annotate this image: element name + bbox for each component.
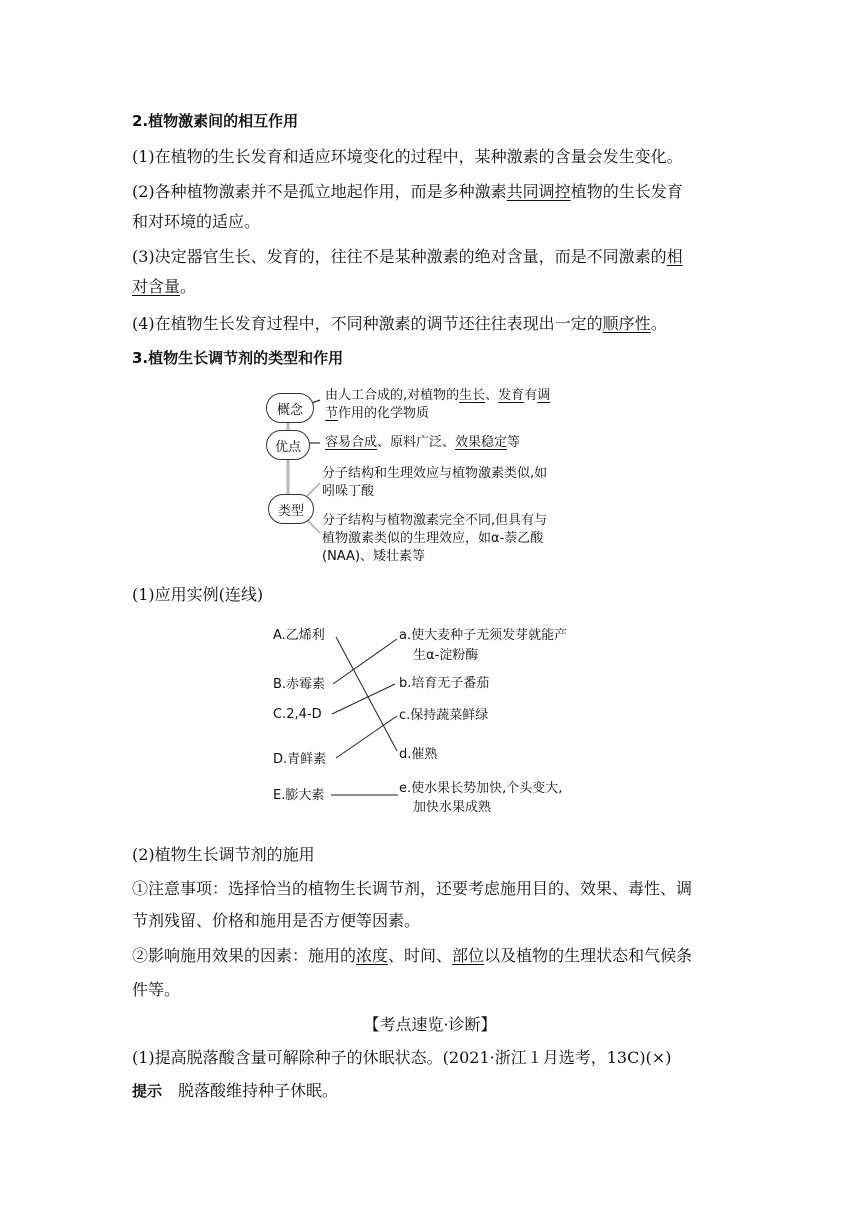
right-item-e-line-2: 加快水果成熟 — [413, 800, 492, 815]
key-term-easy-synthesis: 容易合成 — [325, 435, 378, 450]
application-heading: (1)应用实例(连线) — [132, 585, 264, 604]
key-term-stable-effect: 效果稳定 — [455, 435, 508, 450]
usage-heading: (2)植物生长调节剂的施用 — [132, 845, 315, 864]
right-item-a-line-2: 生α-淀粉酶 — [413, 648, 479, 663]
right-item-d: d.催熟 — [399, 747, 438, 762]
text: (3)决定器官生长、发育的，往往不是某种激素的绝对含量，而是不同激素的 — [132, 247, 667, 266]
usage-note-1-line-2: 节剂残留、价格和施用是否方便等因素。 — [132, 911, 421, 930]
section-2-heading: 2.植物激素间的相互作用 — [132, 112, 299, 130]
text: 、 — [485, 388, 499, 403]
key-term-regulate: 调 — [537, 388, 551, 403]
advantage-label-pill: 优点 — [266, 430, 310, 460]
key-term-concentration: 浓度 — [356, 946, 389, 965]
text: 。 — [180, 277, 197, 296]
right-item-c: c.保持蔬菜鲜绿 — [399, 708, 489, 723]
key-term-coregulation: 共同调控 — [506, 182, 571, 201]
right-item-e-line-1: e.使水果长势加快,个头变大, — [399, 781, 563, 796]
key-term-growth: 生长 — [459, 388, 486, 403]
text: 有 — [524, 388, 538, 403]
text: 植物的生长发育 — [570, 182, 683, 201]
text: (2)各种植物激素并不是孤立地起作用，而是多种激素 — [132, 182, 507, 201]
text: 由人工合成的,对植物的 — [325, 388, 460, 403]
link-B-a — [333, 639, 397, 684]
hint-line — [132, 1081, 338, 1101]
section-3-heading: 3.植物生长调节剂的类型和作用 — [132, 349, 344, 367]
usage-note-2-line-1 — [132, 946, 692, 966]
type-1-line-2: 吲哚丁酸 — [322, 484, 375, 499]
key-term-development: 发育 — [498, 388, 525, 403]
type-2-line-3: (NAA)、矮壮素等 — [322, 549, 426, 564]
key-term-relative: 相 — [666, 247, 683, 266]
left-item-C: C.2,4-D — [273, 707, 322, 722]
paragraph-1: (1)在植物的生长发育和适应环境变化的过程中，某种激素的含量会发生变化。 — [132, 147, 683, 166]
text: 。 — [650, 314, 667, 333]
text: (4)在植物生长发育过程中，不同种激素的调节还往往表现出一定的 — [132, 314, 603, 333]
text: 、原料广泛、 — [377, 435, 456, 450]
quick-review-question-1: (1)提高脱落酸含量可解除种子的休眠状态。(2021·浙江１月选考，13C)(×) — [132, 1048, 672, 1067]
left-item-D: D.青鲜素 — [273, 752, 327, 767]
text: 等 — [507, 435, 521, 450]
type-2-line-1: 分子结构与植物激素完全不同,但具有与 — [322, 513, 548, 528]
key-term-relative-content: 对含量 — [132, 277, 181, 296]
text: 作用的化学物质 — [338, 406, 430, 421]
quick-review-title: 【考点速览·诊断】 — [363, 1015, 497, 1034]
link-D-c — [336, 716, 397, 758]
link-A-d — [336, 637, 397, 751]
usage-note-1-line-1: ①注意事项：选择恰当的植物生长调节剂，还要考虑施用目的、效果、毒性、调 — [132, 879, 693, 898]
key-term-regulate-2: 节 — [325, 406, 339, 421]
text: ②影响施用效果的因素：施用的 — [132, 946, 357, 965]
text: 以及植物的生理状态和气候条 — [484, 946, 693, 965]
key-term-site: 部位 — [452, 946, 485, 965]
concept-label-pill: 概念 — [266, 393, 314, 423]
left-item-A: A.乙烯利 — [273, 628, 325, 643]
type-label-pill: 类型 — [268, 494, 314, 524]
hint-text: 脱落酸维持种子休眠。 — [178, 1081, 339, 1100]
usage-note-2-line-2: 件等。 — [132, 980, 181, 999]
key-term-sequence: 顺序性 — [602, 314, 651, 333]
type-2-line-2: 植物激素类似的生理效应，如α-萘乙酸 — [322, 531, 544, 546]
paragraph-2-line-2: 和对环境的适应。 — [132, 212, 261, 231]
type-1-line-1: 分子结构和生理效应与植物激素类似,如 — [322, 466, 548, 481]
right-item-b: b.培育无子番茄 — [399, 676, 490, 691]
hint-label: 提示 — [132, 1082, 163, 1100]
text: 、时间、 — [388, 946, 453, 965]
right-item-a-line-1: a.使大麦种子无须发芽就能产 — [399, 628, 568, 643]
left-item-B: B.赤霉素 — [273, 677, 326, 692]
left-item-E: E.膨大素 — [273, 788, 325, 803]
